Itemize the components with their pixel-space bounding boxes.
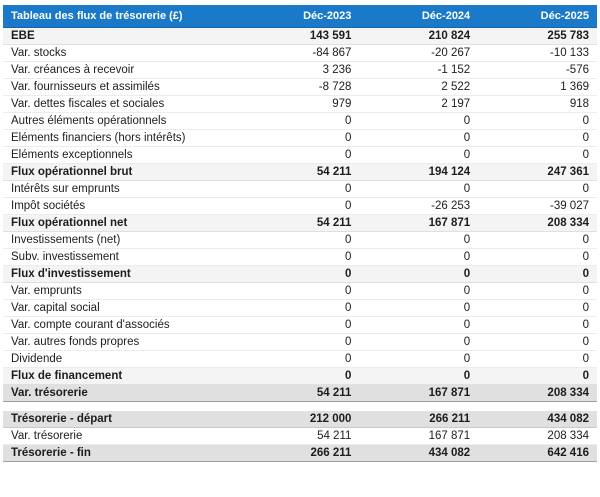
cell-value: 0 [359,333,478,350]
row-label: Trésorerie - fin [3,445,241,462]
table-row [3,265,597,282]
cell-value: 0 [241,129,360,146]
cell-value: 0 [478,231,597,248]
cell-value: 434 082 [478,411,597,428]
cell-value: 167 871 [359,428,478,445]
row-label: Impôt sociétés [3,197,241,214]
column-header-dec-2025: Déc-2025 [478,5,597,27]
cell-value: 247 361 [478,163,597,180]
row-label: Flux de financement [3,367,241,384]
row-label: EBE [3,27,241,44]
cell-value: 0 [359,248,478,265]
table-title: Tableau des flux de trésorerie (£) [3,5,241,27]
table-row [3,282,597,299]
cell-value: 0 [478,299,597,316]
cell-value: 266 211 [241,445,360,462]
column-header-dec-2024: Déc-2024 [359,5,478,27]
cell-value: 0 [478,129,597,146]
cell-value: 0 [478,265,597,282]
cell-value: 0 [241,248,360,265]
cell-value: 0 [478,282,597,299]
cell-value: 212 000 [241,411,360,428]
cell-value: 0 [241,180,360,197]
table-row [3,197,597,214]
cash-flow-table [3,5,597,402]
row-label: Var. fournisseurs et assimilés [3,78,241,95]
cell-value: 0 [241,333,360,350]
cell-value: 979 [241,95,360,112]
cell-value: 167 871 [359,384,478,401]
row-label: Flux d'investissement [3,265,241,282]
table-row [3,428,597,445]
cell-value: 54 211 [241,163,360,180]
row-label: Flux opérationnel net [3,214,241,231]
row-label: Var. créances à recevoir [3,61,241,78]
table-row [3,146,597,163]
cell-value: -84 867 [241,44,360,61]
table-row [3,112,597,129]
cell-value: 0 [359,299,478,316]
table-row [3,384,597,401]
table-row [3,445,597,462]
cell-value: 54 211 [241,384,360,401]
cell-value: 143 591 [241,27,360,44]
cell-value: 0 [359,350,478,367]
row-label: Var. compte courant d'associés [3,316,241,333]
cell-value: 0 [241,299,360,316]
column-header-dec-2023: Déc-2023 [241,5,360,27]
cell-value: -576 [478,61,597,78]
row-label: Eléments financiers (hors intérêts) [3,129,241,146]
table-row [3,248,597,265]
cell-value: 0 [359,282,478,299]
row-label: Var. autres fonds propres [3,333,241,350]
row-label: Autres éléments opérationnels [3,112,241,129]
cell-value: 167 871 [359,214,478,231]
cell-value: 266 211 [359,411,478,428]
cell-value: 0 [241,231,360,248]
table-row [3,78,597,95]
row-label: Eléments exceptionnels [3,146,241,163]
cell-value: 0 [241,316,360,333]
cell-value: 0 [241,265,360,282]
table-body [3,27,597,401]
table-row [3,350,597,367]
table-row [3,316,597,333]
table-row [3,61,597,78]
row-label: Var. trésorerie [3,428,241,445]
table-row [3,95,597,112]
table-row [3,214,597,231]
row-label: Investissements (net) [3,231,241,248]
cell-value: 0 [359,367,478,384]
cell-value: -39 027 [478,197,597,214]
cell-value: 0 [478,112,597,129]
table-row [3,299,597,316]
row-label: Var. dettes fiscales et sociales [3,95,241,112]
cell-value: 0 [359,129,478,146]
row-label: Intérêts sur emprunts [3,180,241,197]
cell-value: 3 236 [241,61,360,78]
cell-value: 0 [478,316,597,333]
table-row [3,411,597,428]
cell-value: 0 [359,316,478,333]
cell-value: 0 [359,146,478,163]
cell-value: 0 [359,112,478,129]
cell-value: 54 211 [241,428,360,445]
cell-value: -1 152 [359,61,478,78]
cell-value: 255 783 [478,27,597,44]
cell-value: 208 334 [478,214,597,231]
table-gap [3,402,597,411]
cell-value: 0 [478,367,597,384]
cell-value: -8 728 [241,78,360,95]
table-row [3,27,597,44]
table-row [3,163,597,180]
cell-value: 0 [478,146,597,163]
cell-value: 1 369 [478,78,597,95]
row-label: Flux opérationnel brut [3,163,241,180]
cell-value: -20 267 [359,44,478,61]
cell-value: 0 [359,265,478,282]
cell-value: 0 [241,350,360,367]
table-row [3,44,597,61]
cell-value: 194 124 [359,163,478,180]
cell-value: 210 824 [359,27,478,44]
cell-value: 0 [478,350,597,367]
cell-value: 208 334 [478,384,597,401]
row-label: Var. capital social [3,299,241,316]
row-label: Subv. investissement [3,248,241,265]
treasury-summary-table [3,411,597,463]
cell-value: 642 416 [478,445,597,462]
row-label: Var. emprunts [3,282,241,299]
cell-value: 0 [241,197,360,214]
table-row [3,367,597,384]
row-label: Var. stocks [3,44,241,61]
table-row [3,231,597,248]
cell-value: 0 [478,333,597,350]
cell-value: 2 197 [359,95,478,112]
cell-value: 0 [241,112,360,129]
row-label: Dividende [3,350,241,367]
table-header [3,5,597,27]
cell-value: -10 133 [478,44,597,61]
table-row [3,333,597,350]
row-label: Var. trésorerie [3,384,241,401]
table-row [3,180,597,197]
cell-value: 0 [478,248,597,265]
table-body [3,411,597,462]
table-row [3,129,597,146]
cell-value: 0 [478,180,597,197]
cell-value: -26 253 [359,197,478,214]
cell-value: 208 334 [478,428,597,445]
cell-value: 0 [241,282,360,299]
cell-value: 0 [241,146,360,163]
cell-value: 0 [241,367,360,384]
row-label: Trésorerie - départ [3,411,241,428]
cell-value: 2 522 [359,78,478,95]
cell-value: 0 [359,180,478,197]
cell-value: 0 [359,231,478,248]
cell-value: 54 211 [241,214,360,231]
cell-value: 918 [478,95,597,112]
cell-value: 434 082 [359,445,478,462]
header-row [3,5,597,27]
